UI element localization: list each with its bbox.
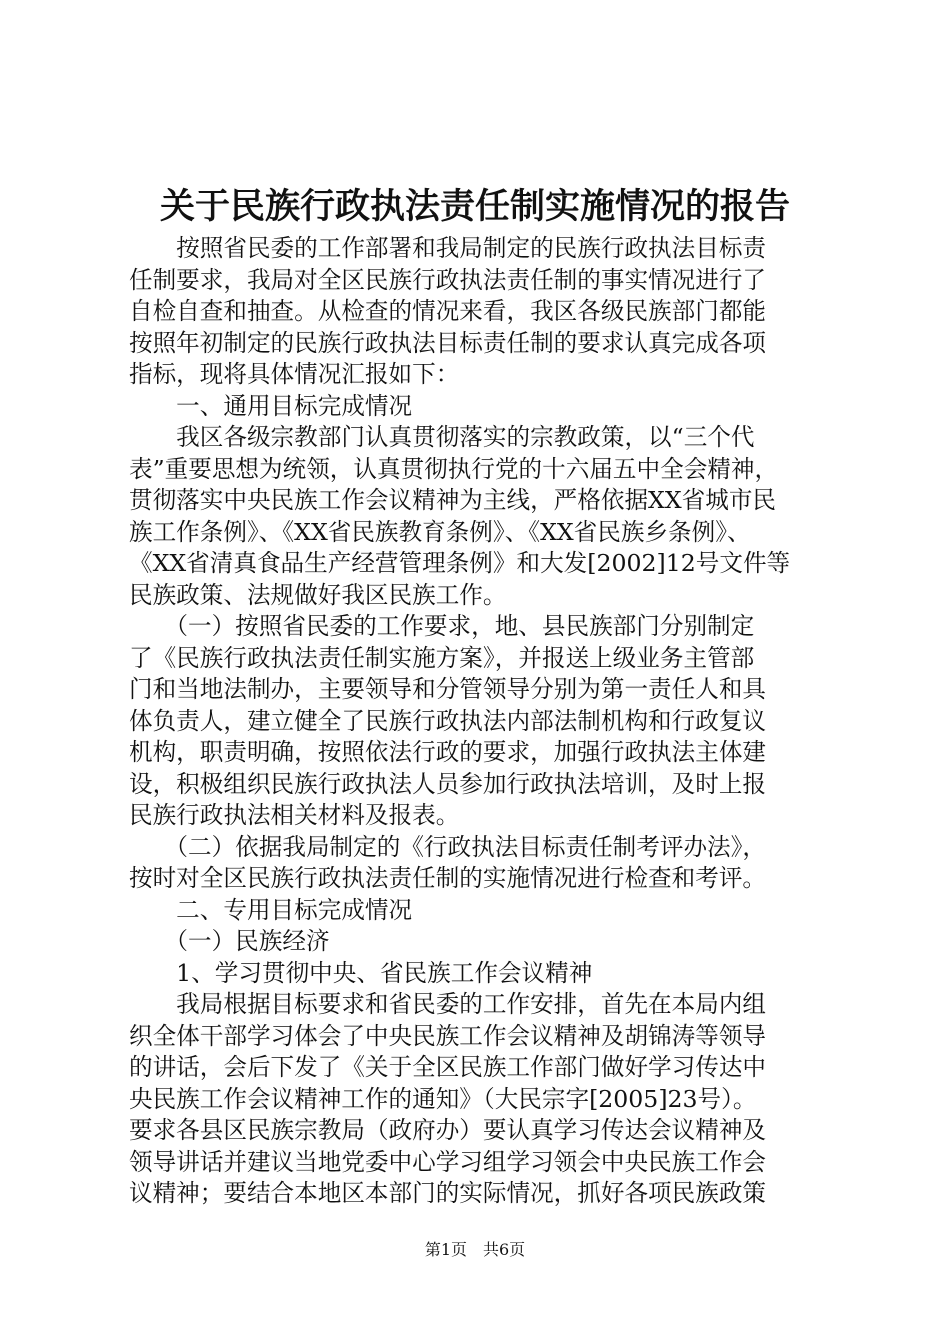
text-line: （一）按照省民委的工作要求，地、县民族部门分别制定 [129, 612, 755, 640]
text-line: 央民族工作会议精神工作的通知》（大民宗字[2005]23号）。 [129, 1084, 757, 1113]
text-line: 我区各级宗教部门认真贯彻落实的宗教政策，以“三个代 [129, 423, 755, 451]
text-line: 了《民族行政执法责任制实施方案》，并报送上级业务主管部 [129, 643, 755, 672]
text-line: 体负责人，建立健全了民族行政执法内部法制机构和行政复议 [129, 706, 767, 735]
text-line: 1、学习贯彻中央、省民族工作会议精神 [129, 958, 593, 987]
text-line: 按照省民委的工作部署和我局制定的民族行政执法目标责 [129, 234, 767, 262]
text-line: 自检自查和抽查。从检查的情况来看，我区各级民族部门都能 [129, 297, 767, 325]
text-line: 一、通用目标完成情况 [129, 391, 413, 420]
text-line: 按照年初制定的民族行政执法目标责任制的要求认真完成各项 [129, 328, 767, 357]
text-line: 民族行政执法相关材料及报表。 [129, 801, 460, 829]
text-line: 门和当地法制办，主要领导和分管领导分别为第一责任人和具 [129, 675, 767, 703]
text-line: 表”重要思想为统领，认真贯彻执行党的十六届五中全会精神， [129, 454, 779, 483]
text-line: 贯彻落实中央民族工作会议精神为主线，严格依据XX省城市民 [129, 486, 777, 514]
page-footer: 第1页 共6页 [424, 1240, 526, 1259]
document-body [129, 233, 834, 1210]
text-line: 按时对全区民族行政执法责任制的实施情况进行检查和考评。 [129, 864, 767, 892]
text-line: 议精神；要结合本地区本部门的实际情况，抓好各项民族政策 [129, 1179, 767, 1207]
text-line: （一）民族经济 [129, 927, 330, 955]
text-line: 设，积极组织民族行政执法人员参加行政执法培训，及时上报 [129, 769, 767, 798]
text-line: （二）依据我局制定的《行政执法目标责任制考评办法》， [129, 832, 767, 861]
text-line: 我局根据目标要求和省民委的工作安排，首先在本局内组 [129, 990, 767, 1018]
text-line: 指标，现将具体情况汇报如下： [129, 360, 460, 388]
text-line: 机构，职责明确，按照依法行政的要求，加强行政执法主体建 [129, 738, 767, 766]
text-line: 民族政策、法规做好我区民族工作。 [129, 580, 507, 609]
text-line: 任制要求，我局对全区民族行政执法责任制的事实情况进行了 [129, 265, 767, 294]
text-line: 织全体干部学习体会了中央民族工作会议精神及胡锦涛等领导 [129, 1021, 767, 1050]
text-line: 领导讲话并建议当地党委中心学习组学习领会中央民族工作会 [129, 1147, 767, 1176]
text-line: 要求各县区民族宗教局（政府办）要认真学习传达会议精神及 [129, 1116, 767, 1144]
text-line: 的讲话，会后下发了《关于全区民族工作部门做好学习传达中 [129, 1053, 767, 1081]
document-title: 关于民族行政执法责任制实施情况的报告 [159, 186, 790, 227]
text-line: 族工作条例》、《XX省民族教育条例》、《XX省民族乡条例》、 [129, 517, 751, 546]
text-line: 《XX省清真食品生产经营管理条例》和大发[2002]12号文件等 [129, 549, 791, 577]
text-line: 二、专用目标完成情况 [129, 895, 413, 924]
